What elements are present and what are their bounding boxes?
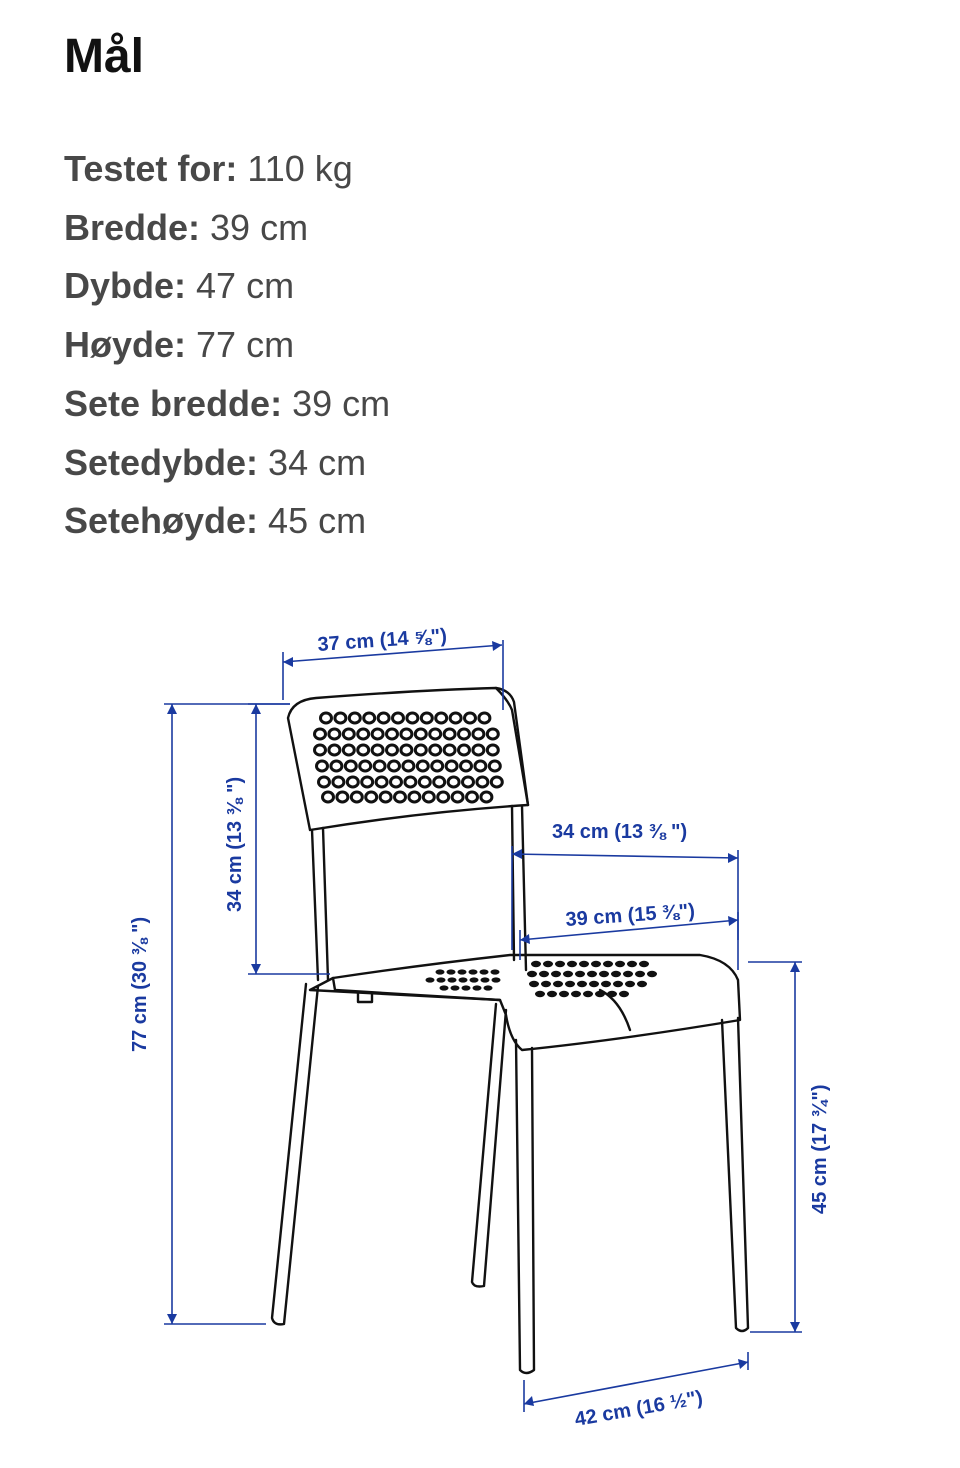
seat-hole bbox=[551, 971, 561, 977]
backrest-hole bbox=[446, 761, 457, 771]
backrest-hole bbox=[448, 777, 459, 787]
spec-list bbox=[64, 140, 390, 551]
backrest-hole bbox=[401, 729, 412, 739]
spec-label: Setedybde: bbox=[64, 441, 259, 483]
seat-hole bbox=[437, 977, 446, 982]
dim-label-backrest-width: 37 cm (14 ⅝") bbox=[316, 625, 448, 656]
backrest-hole bbox=[380, 792, 391, 802]
seat-hole bbox=[481, 977, 490, 982]
backrest-hole bbox=[444, 745, 455, 755]
seat-hole bbox=[543, 961, 553, 967]
backrest-hole bbox=[459, 729, 470, 739]
seat-hole bbox=[539, 971, 549, 977]
seat-hole bbox=[635, 971, 645, 977]
seat-hole bbox=[613, 981, 623, 987]
spec-value: 39 cm bbox=[282, 382, 391, 424]
backrest-hole bbox=[452, 792, 463, 802]
spec-label: Høyde: bbox=[64, 324, 187, 366]
seat-hole bbox=[484, 985, 493, 990]
seat-hole bbox=[639, 961, 649, 967]
backrest-hole bbox=[487, 729, 498, 739]
backrest-hole bbox=[423, 792, 434, 802]
backrest-hole bbox=[374, 761, 385, 771]
backrest-hole bbox=[333, 777, 344, 787]
leg-back-left bbox=[272, 984, 318, 1324]
backrest-hole bbox=[395, 792, 406, 802]
backrest-hole bbox=[343, 729, 354, 739]
seat-hole bbox=[579, 961, 589, 967]
seat-hole bbox=[611, 971, 621, 977]
seat-hole bbox=[462, 985, 471, 990]
backrest-hole bbox=[444, 729, 455, 739]
backrest-hole bbox=[421, 713, 432, 723]
seat-hole bbox=[447, 969, 456, 974]
backrest-hole bbox=[329, 745, 340, 755]
dim-label-backrest-height: 34 cm (13 ⅜ ") bbox=[224, 776, 246, 912]
seat-hole bbox=[492, 977, 501, 982]
backrest-hole bbox=[481, 792, 492, 802]
backrest-hole bbox=[329, 729, 340, 739]
spec-value: 47 cm bbox=[186, 265, 295, 307]
leg-front-left bbox=[516, 1040, 534, 1373]
spec-row-seat-height bbox=[64, 492, 390, 551]
seat-hole bbox=[547, 991, 557, 997]
backrest-hole bbox=[378, 713, 389, 723]
backrest-hole bbox=[337, 792, 348, 802]
dim-label-seat-depth: 34 cm (13 ⅜ ") bbox=[552, 821, 688, 843]
backrest-hole bbox=[372, 745, 383, 755]
seat-hole bbox=[473, 985, 482, 990]
backrest-hole bbox=[323, 792, 334, 802]
backrest-hole bbox=[331, 761, 342, 771]
backrest-hole bbox=[345, 761, 356, 771]
seat-hole bbox=[583, 991, 593, 997]
chair-dimension-diagram bbox=[0, 560, 960, 1468]
seat-hole bbox=[637, 981, 647, 987]
seat-hole bbox=[553, 981, 563, 987]
backrest-hole bbox=[366, 792, 377, 802]
spec-value: 45 cm bbox=[258, 500, 367, 542]
backrest-hole bbox=[415, 745, 426, 755]
backrest-hole bbox=[487, 745, 498, 755]
backrest-hole bbox=[419, 777, 430, 787]
seat-hole bbox=[567, 961, 577, 967]
backrest-hole bbox=[479, 713, 490, 723]
backrest-hole bbox=[358, 729, 369, 739]
spec-value: 39 cm bbox=[200, 206, 309, 248]
spec-value: 110 kg bbox=[237, 148, 353, 189]
backrest-hole bbox=[358, 745, 369, 755]
seat-hole bbox=[589, 981, 599, 987]
backrest-hole bbox=[351, 792, 362, 802]
back-post-left bbox=[312, 828, 328, 980]
backrest-hole bbox=[434, 777, 445, 787]
seat-hole bbox=[458, 969, 467, 974]
seat-hole bbox=[627, 961, 637, 967]
seat-hole bbox=[591, 961, 601, 967]
backrest-hole bbox=[473, 729, 484, 739]
seat-hole bbox=[625, 981, 635, 987]
page-title: Mål bbox=[64, 30, 145, 83]
backrest-hole bbox=[372, 729, 383, 739]
seat-hole bbox=[426, 977, 435, 982]
seat-hole bbox=[601, 981, 611, 987]
backrest-hole bbox=[436, 713, 447, 723]
seat-hole bbox=[555, 961, 565, 967]
backrest-hole bbox=[315, 745, 326, 755]
backrest-edge bbox=[496, 688, 528, 805]
backrest-hole bbox=[409, 792, 420, 802]
seat-hole bbox=[469, 969, 478, 974]
backrest-hole bbox=[430, 745, 441, 755]
spec-row-height bbox=[64, 316, 390, 375]
seat-hole bbox=[603, 961, 613, 967]
seat-hole bbox=[577, 981, 587, 987]
backrest-hole bbox=[389, 761, 400, 771]
seat-hole bbox=[531, 961, 541, 967]
seat-hole bbox=[535, 991, 545, 997]
dim-label-total-height: 77 cm (30 ⅜ ") bbox=[129, 916, 151, 1052]
backrest-hole bbox=[491, 777, 502, 787]
backrest-hole bbox=[335, 713, 346, 723]
seat-hole bbox=[575, 971, 585, 977]
backrest-hole bbox=[467, 792, 478, 802]
backrest-hole bbox=[403, 761, 414, 771]
backrest-hole bbox=[415, 729, 426, 739]
spec-label: Setehøyde: bbox=[64, 500, 259, 542]
backrest-hole bbox=[315, 729, 326, 739]
backrest-hole bbox=[417, 761, 428, 771]
seat-hole bbox=[595, 991, 605, 997]
seat-hole bbox=[615, 961, 625, 967]
backrest-holes bbox=[315, 713, 503, 802]
backrest-hole bbox=[407, 713, 418, 723]
seat-hole bbox=[459, 977, 468, 982]
seat-hole bbox=[619, 991, 629, 997]
backrest-hole bbox=[364, 713, 375, 723]
backrest-hole bbox=[405, 777, 416, 787]
back-post-right bbox=[512, 806, 526, 970]
spec-row-tested-for bbox=[64, 140, 390, 199]
backrest-hole bbox=[432, 761, 443, 771]
seat-hole bbox=[607, 991, 617, 997]
seat-hole bbox=[491, 969, 500, 974]
leg-front-right bbox=[722, 1018, 748, 1331]
backrest-hole bbox=[461, 761, 472, 771]
backrest-hole bbox=[459, 745, 470, 755]
backrest-hole bbox=[473, 745, 484, 755]
spec-row-seat-width bbox=[64, 375, 390, 434]
spec-label: Testet for: bbox=[64, 148, 238, 189]
backrest-hole bbox=[489, 761, 500, 771]
backrest-hole bbox=[438, 792, 449, 802]
backrest-hole bbox=[376, 777, 387, 787]
seat-outline bbox=[333, 955, 740, 1050]
backrest-hole bbox=[360, 761, 371, 771]
backrest-hole bbox=[450, 713, 461, 723]
spec-row-width bbox=[64, 199, 390, 258]
seat-hole bbox=[623, 971, 633, 977]
seat-hole bbox=[587, 971, 597, 977]
seat-hole bbox=[571, 991, 581, 997]
backrest-hole bbox=[430, 729, 441, 739]
seat-hole bbox=[559, 991, 569, 997]
backrest-hole bbox=[321, 713, 332, 723]
seat-hole bbox=[451, 985, 460, 990]
backrest-hole bbox=[465, 713, 476, 723]
backrest-hole bbox=[477, 777, 488, 787]
backrest-hole bbox=[463, 777, 474, 787]
spec-label: Sete bredde: bbox=[64, 382, 283, 424]
dimension-arrowheads bbox=[167, 641, 800, 1406]
backrest-hole bbox=[391, 777, 402, 787]
seat-hole bbox=[563, 971, 573, 977]
seat-hole bbox=[529, 981, 539, 987]
seat-hole bbox=[527, 971, 537, 977]
seat-hole bbox=[440, 985, 449, 990]
backrest-hole bbox=[317, 761, 328, 771]
seat-hole bbox=[541, 981, 551, 987]
seat-hole bbox=[565, 981, 575, 987]
seat-holes bbox=[426, 961, 658, 997]
backrest-hole bbox=[319, 777, 330, 787]
backrest-hole bbox=[401, 745, 412, 755]
spec-row-seat-depth bbox=[64, 434, 390, 493]
backrest-hole bbox=[387, 745, 398, 755]
backrest-hole bbox=[393, 713, 404, 723]
seat-hole bbox=[436, 969, 445, 974]
dim-label-seat-height: 45 cm (17 ¾") bbox=[809, 1084, 831, 1214]
backrest-hole bbox=[347, 777, 358, 787]
dim-label-base-depth: 42 cm (16 ½") bbox=[573, 1386, 705, 1431]
backrest-hole bbox=[475, 761, 486, 771]
leg-back-right bbox=[472, 1004, 506, 1287]
dim-label-seat-width: 39 cm (15 ⅜") bbox=[564, 900, 696, 931]
spec-value: 34 cm bbox=[258, 441, 367, 483]
seat-hole bbox=[448, 977, 457, 982]
seat-hole bbox=[599, 971, 609, 977]
spec-label: Dybde: bbox=[64, 265, 187, 307]
backrest-hole bbox=[349, 713, 360, 723]
seat-hole bbox=[647, 971, 657, 977]
seat-hole bbox=[480, 969, 489, 974]
backrest-outline bbox=[288, 688, 528, 830]
spec-row-depth bbox=[64, 257, 390, 316]
spec-label: Bredde: bbox=[64, 206, 201, 248]
backrest-hole bbox=[387, 729, 398, 739]
spec-value: 77 cm bbox=[186, 324, 295, 366]
backrest-hole bbox=[362, 777, 373, 787]
backrest-hole bbox=[343, 745, 354, 755]
seat-hole bbox=[470, 977, 479, 982]
